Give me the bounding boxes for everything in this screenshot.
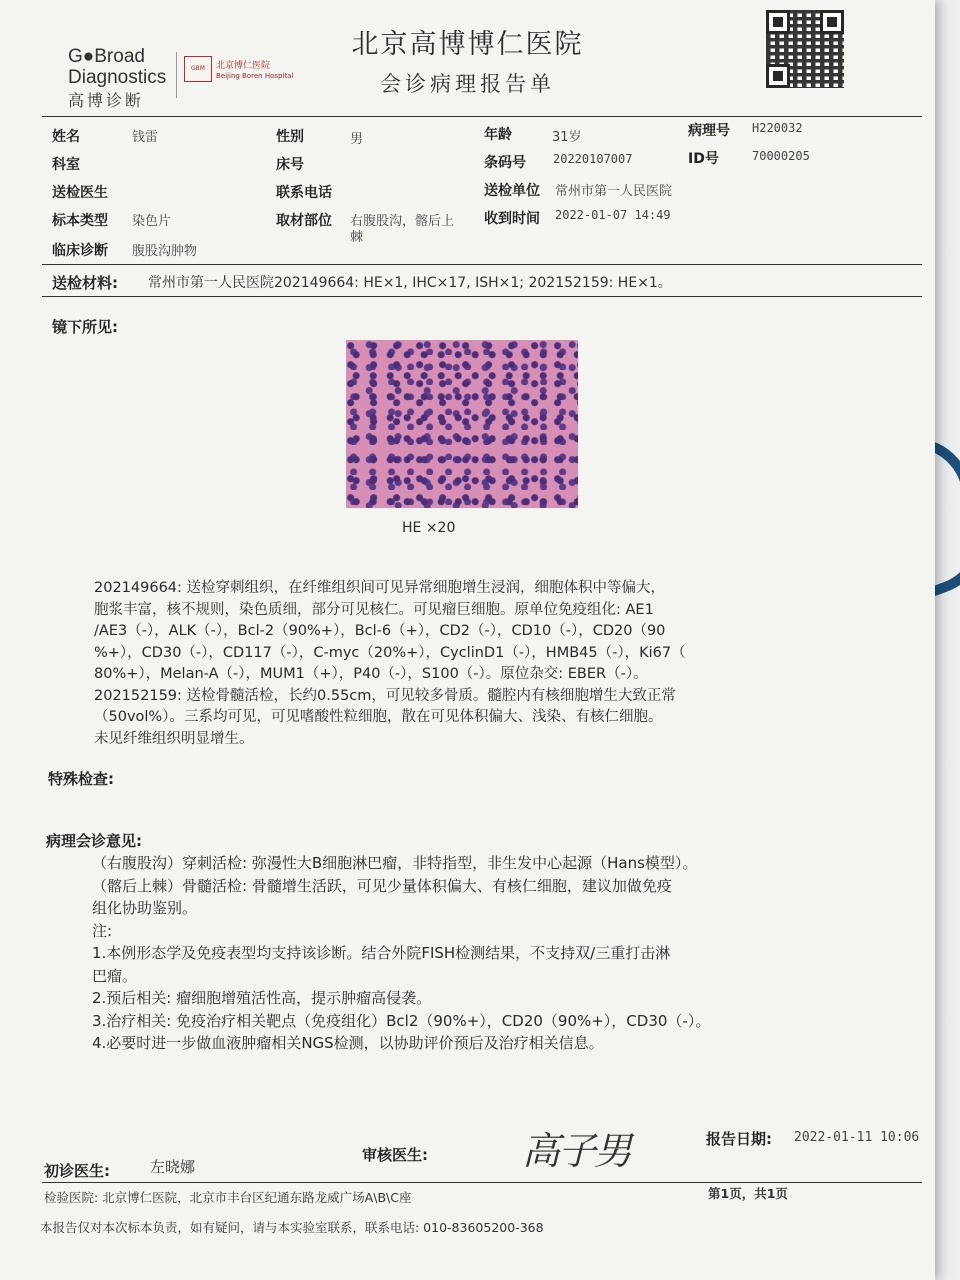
gender-label: 性别 — [276, 129, 304, 145]
first-doctor-label: 初诊医生: — [44, 1162, 110, 1180]
specimen-label: 标本类型 — [52, 213, 108, 229]
unit-value: 常州市第一人民医院 — [555, 184, 673, 199]
pathology-no-value: H220032 — [752, 121, 803, 135]
findings-line: %+），CD30（-），CD117（-），C-myc（20%+），CyclinD1（-），HMB45（-），Ki67（ — [94, 644, 686, 661]
received-label: 收到时间 — [484, 211, 540, 227]
qr-finder — [820, 10, 844, 34]
findings-line: /AE3（-），ALK（-），Bcl-2（90%+），Bcl-6（+），CD2（-），CD10（-），CD20（90 — [94, 623, 666, 639]
footer-rule — [42, 1182, 922, 1183]
material-label: 送检材料: — [52, 274, 118, 292]
first-doctor-value: 左晓娜 — [150, 1158, 196, 1176]
qr-finder — [766, 10, 790, 34]
name-label: 姓名 — [52, 129, 80, 145]
opinion-line: 2.预后相关: 瘤细胞增殖活性高，提示肿瘤高侵袭。 — [92, 989, 432, 1007]
material-text: 常州市第一人民医院202149664: HE×1, IHC×17, ISH×1; 202152159: HE×1。 — [148, 275, 672, 291]
brand-name: G●Broad Diagnostics — [68, 46, 167, 88]
report-title: 北京高博博仁医院 — [351, 29, 584, 60]
site-label: 取材部位 — [276, 213, 332, 229]
hospital-small-en: Beijing Boren Hospital — [216, 72, 294, 80]
age-value: 31岁 — [552, 130, 582, 145]
findings-line: 未见纤维组织明显增生。 — [94, 730, 254, 747]
opinion-text — [92, 852, 832, 1055]
diagnosis-label: 临床诊断 — [52, 243, 108, 259]
brand-cn: 高博诊断 — [68, 91, 145, 110]
dept-label: 科室 — [52, 157, 80, 173]
microscopy-label: 镜下所见: — [52, 318, 118, 336]
findings-line: 80%+），Melan-A（-），MUM1（+），P40（-），S100（-）。原位杂交: EBER（-）。 — [94, 666, 648, 682]
bed-label: 床号 — [276, 157, 304, 173]
site-value-line1: 右腹股沟，髂后上 — [350, 214, 455, 229]
opinion-line: 注: — [92, 921, 113, 940]
material-rule — [42, 296, 922, 297]
findings-line: 胞浆丰富，核不规则，染色质细，部分可见核仁。可见瘤巨细胞。原单位免疫组化: AE1 — [94, 601, 654, 618]
findings-line: （50vol%）。三系均可见，可见嗜酸性粒细胞，散在可见体积偏大、浅染、有核仁细胞。 — [94, 709, 663, 725]
lab-address: 检验医院: 北京博仁医院，北京市丰台区纪通东路龙威广场A\B\C座 — [44, 1190, 412, 1205]
header-rule — [42, 116, 922, 117]
site-value-line2: 棘 — [350, 230, 364, 245]
id-label: ID号 — [688, 151, 719, 167]
page-count: 第1页，共1页 — [708, 1186, 788, 1201]
reviewer-signature: 高子男 — [522, 1129, 631, 1173]
microscopy-findings — [94, 578, 814, 750]
findings-line: 202152159: 送检骨髓活检，长约0.55cm，可见较多骨质。髓腔内有核细胞增生大致正常 — [94, 687, 676, 704]
report-date-value: 2022-01-11 10:06 — [794, 1130, 920, 1145]
specimen-value: 染色片 — [132, 214, 172, 229]
hospital-badge: GBM — [184, 56, 212, 82]
qr-finder — [766, 64, 790, 88]
received-value: 2022-01-07 14:49 — [555, 208, 671, 222]
diagnosis-value: 腹股沟肿物 — [132, 244, 198, 259]
hospital-small-cn: 北京博仁医院 — [216, 61, 271, 71]
report-date-label: 报告日期: — [706, 1130, 772, 1148]
opinion-line: 3.治疗相关: 免疫治疗相关靶点（免疫组化）Bcl2（90%+），CD20（90%+），CD30（-）。 — [92, 1011, 711, 1030]
reviewer-label: 审核医生: — [362, 1146, 428, 1164]
report-subtitle: 会诊病理报告单 — [380, 72, 555, 96]
id-value: 70000205 — [752, 149, 810, 163]
barcode-label: 条码号 — [484, 155, 526, 171]
opinion-line: 4.必要时进一步做血液肿瘤相关NGS检测，以协助评价预后及治疗相关信息。 — [92, 1034, 604, 1052]
opinion-line: （右腹股沟）穿刺活检: 弥漫性大B细胞淋巴瘤，非特指型，非生发中心起源（Hans模型）。 — [92, 854, 698, 872]
qr-code — [766, 10, 844, 88]
pathology-no-label: 病理号 — [688, 123, 730, 139]
opinion-line: 巴瘤。 — [92, 966, 138, 985]
unit-label: 送检单位 — [484, 183, 540, 199]
age-label: 年龄 — [484, 127, 512, 143]
info-rule — [42, 264, 922, 265]
findings-line: 202149664: 送检穿刺组织，在纤维组织间可见异常细胞增生浸润，细胞体积中等偏大， — [94, 580, 666, 596]
opinion-line: 1.本例形态学及免疫表型均支持该诊断。结合外院FISH检测结果，不支持双/三重打击淋 — [92, 944, 671, 962]
name-value: 钱雷 — [132, 130, 159, 145]
opinion-line: （髂后上棘）骨髓活检: 骨髓增生活跃，可见少量体积偏大、有核仁细胞，建议加做免疫 — [92, 876, 672, 895]
doctor-label: 送检医生 — [52, 185, 108, 201]
micrograph-caption: HE ×20 — [402, 520, 456, 536]
barcode-value: 20220107007 — [553, 152, 633, 166]
opinion-label: 病理会诊意见: — [46, 832, 142, 850]
special-exam-label: 特殊检查: — [48, 770, 114, 788]
he-micrograph — [346, 340, 578, 508]
report-notice: 本报告仅对本次标本负责，如有疑问，请与本实验室联系，联系电话: 010-83605200-368 — [40, 1220, 544, 1235]
phone-label: 联系电话 — [276, 185, 332, 201]
opinion-line: 组化协助鉴别。 — [92, 899, 198, 917]
gender-value: 男 — [350, 132, 364, 147]
